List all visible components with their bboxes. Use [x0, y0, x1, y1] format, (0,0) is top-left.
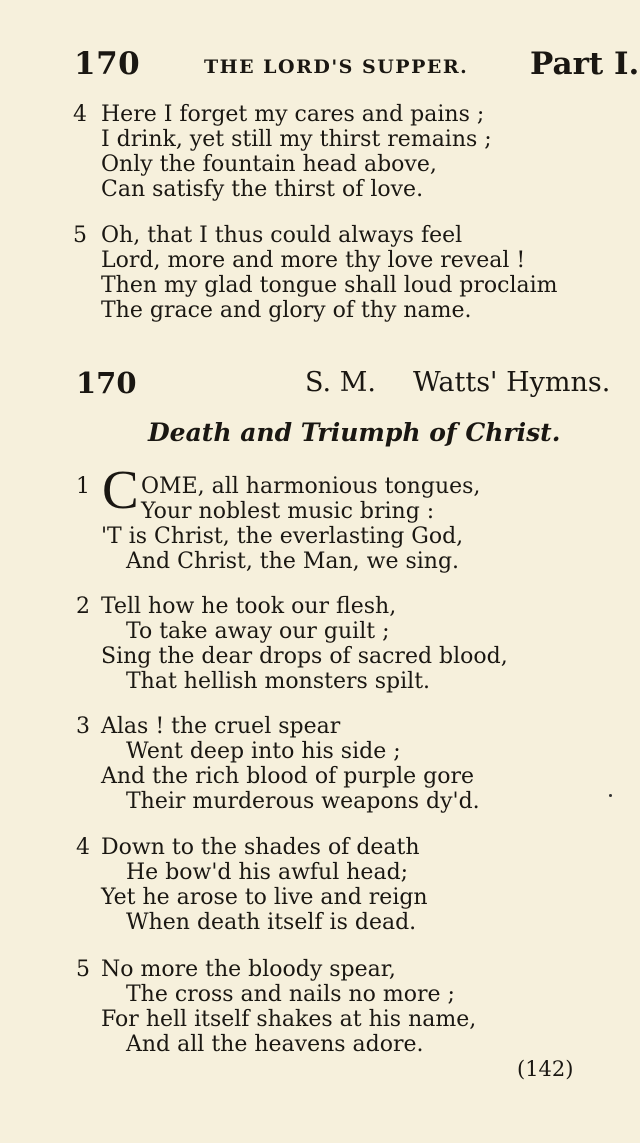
- verse-line: And the rich blood of purple gore: [101, 764, 475, 789]
- running-title: THE LORD'S SUPPER.: [204, 56, 469, 78]
- verse-number: 1: [76, 474, 90, 499]
- verse-line: Alas ! the cruel spear: [101, 714, 341, 739]
- verse-line: The cross and nails no more ;: [126, 982, 455, 1007]
- verse-line: And all the heavens adore.: [126, 1032, 424, 1057]
- verse-number: 2: [76, 594, 90, 619]
- hymn-source: Watts' Hymns.: [413, 367, 611, 398]
- hymn-number: 170: [76, 366, 137, 400]
- verse-line: No more the bloody spear,: [101, 957, 396, 982]
- verse-line: Oh, that I thus could always feel: [101, 223, 463, 248]
- verse-number: 5: [76, 957, 90, 982]
- verse-line: 'T is Christ, the everlasting God,: [101, 524, 464, 549]
- verse-line: Tell how he took our flesh,: [101, 594, 397, 619]
- verse-number: 5: [73, 223, 87, 248]
- verse-line: The grace and glory of thy name.: [101, 298, 472, 323]
- page-number: 170: [74, 46, 141, 82]
- verse-line: To take away our guilt ;: [126, 619, 390, 644]
- hymn-title: Death and Triumph of Christ.: [148, 418, 561, 447]
- verse-line: Your noblest music bring :: [141, 499, 435, 524]
- verse-number: 4: [73, 102, 87, 127]
- verse-line: He bow'd his awful head;: [126, 860, 409, 885]
- verse-line: Lord, more and more thy love reveal !: [101, 248, 526, 273]
- hymn-meter: S. M.: [305, 367, 376, 398]
- verse-line: Yet he arose to live and reign: [101, 885, 428, 910]
- verse-number: 3: [76, 714, 90, 739]
- verse-line: Can satisfy the thirst of love.: [101, 177, 424, 202]
- verse-line: OME, all harmonious tongues,: [141, 474, 481, 499]
- drop-cap: C: [102, 459, 139, 520]
- part-label: Part I.: [530, 46, 640, 82]
- verse-line: Their murderous weapons dy'd.: [126, 789, 480, 814]
- verse-line: Went deep into his side ;: [126, 739, 401, 764]
- verse-line: That hellish monsters spilt.: [126, 669, 431, 694]
- verse-line: Down to the shades of death: [101, 835, 420, 860]
- verse-line: For hell itself shakes at his name,: [101, 1007, 477, 1032]
- verse-line: Only the fountain head above,: [101, 152, 437, 177]
- scan-page-number: (142): [517, 1057, 574, 1081]
- verse-line: Sing the dear drops of sacred blood,: [101, 644, 508, 669]
- verse-number: 4: [76, 835, 90, 860]
- verse-line: Here I forget my cares and pains ;: [101, 102, 485, 127]
- verse-line: I drink, yet still my thirst remains ;: [101, 127, 492, 152]
- verse-line: When death itself is dead.: [126, 910, 417, 935]
- verse-line: Then my glad tongue shall loud proclaim: [101, 273, 558, 298]
- ink-speck: [609, 794, 612, 797]
- verse-line: And Christ, the Man, we sing.: [126, 549, 460, 574]
